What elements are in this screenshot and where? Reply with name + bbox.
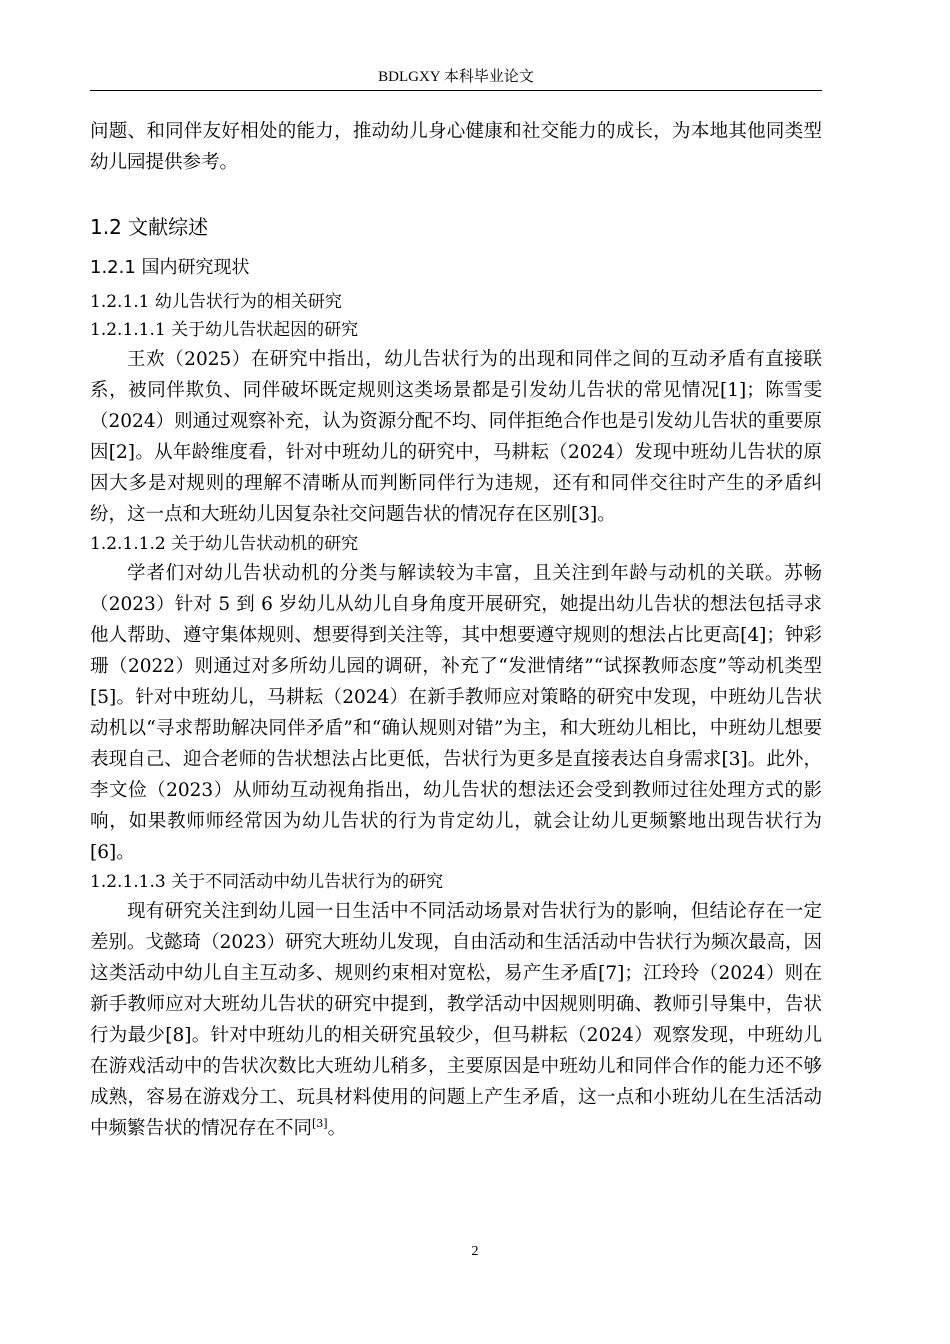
- page-number: 2: [471, 1244, 479, 1259]
- intro-paragraph: 问题、和同伴友好相处的能力，推动幼儿身心健康和社交能力的成长，为本地其他同类型幼儿园提供参考。: [90, 121, 822, 173]
- topic-heading-causes: 1.2.1.1.1 关于幼儿告状起因的研究: [90, 320, 359, 340]
- header-rule: [90, 90, 822, 91]
- subsection-heading: 1.2.1 国内研究现状: [90, 257, 250, 278]
- running-header: BDLGXY 本科毕业论文: [378, 69, 534, 85]
- citation-superscript: [3]: [312, 1116, 328, 1130]
- topic-paragraph-activities-text: 现有研究关注到幼儿园一日生活中不同活动场景对告状行为的影响，但结论存在一定差别。戈懿琦（2023）研究大班幼儿发现，自由活动和生活活动中告状行为频次最高，因这类活动中幼儿自主互动多、规则约束相对宽松，易产生矛盾[7]；江玲玲（2024）则在新手教师应对大班幼儿告状的研究中提到，教学活动中因规则明确、教师引导集中，告状行为最少[8]。针对中班幼儿的相关研究虽较少，但马耕耘（2024）观察发现，中班幼儿在游戏活动中的告状次数比大班幼儿稍多，主要原因是中班幼儿和同伴合作的能力还不够成熟，容易在游戏分工、玩具材料使用的问题上产生矛盾，这一点和小班幼儿在生活活动中频繁告状的情况存在不同: [90, 901, 822, 1139]
- page-content: [90, 116, 822, 1144]
- paragraph-end-punctuation: 。: [327, 1118, 347, 1139]
- topic-heading-motives: 1.2.1.1.2 关于幼儿告状动机的研究: [90, 534, 359, 554]
- topic-heading-activities: 1.2.1.1.3 关于不同活动中幼儿告状行为的研究: [90, 872, 444, 892]
- topic-paragraph-causes: 王欢（2025）在研究中指出，幼儿告状行为的出现和同伴之间的互动矛盾有直接联系，被同伴欺负、同伴破坏既定规则这类场景都是引发幼儿告状的常见情况[1]；陈雪雯（2024）则通过观察补充，认为资源分配不均、同伴拒绝合作也是引发幼儿告状的重要原因[2]。从年龄维度看，针对中班幼儿的研究中，马耕耘（2024）发现中班幼儿告状的原因大多是对规则的理解不清晰从而判断同伴行为违规，还有和同伴交往时产生的矛盾纠纷，这一点和大班幼儿因复杂社交问题告状的情况存在区别[3]。: [90, 349, 822, 525]
- section-heading: 1.2 文献综述: [90, 215, 209, 239]
- topic-paragraph-motives: 学者们对幼儿告状动机的分类与解读较为丰富，且关注到年龄与动机的关联。苏畅（2023）针对 5 到 6 岁幼儿从幼儿自身角度开展研究，她提出幼儿告状的想法包括寻求他人帮助、遵守集体规则、想要得到关注等，其中想要遵守规则的想法占比更高[4]；钟彩珊（2022）则通过对多所幼儿园的调研，补充了“发泄情绪”“试探教师态度”等动机类型[5]。针对中班幼儿，马耕耘（2024）在新手教师应对策略的研究中发现，中班幼儿告状动机以“寻求帮助解决同伴矛盾”和“确认规则对错”为主，和大班幼儿相比，中班幼儿想要表现自己、迎合老师的告状想法占比更低，告状行为更多是直接表达自身需求[3]。此外，李文俭（2023）从师幼互动视角指出，幼儿告状的想法还会受到教师过往处理方式的影响，如果教师师经常因为幼儿告状的行为肯定幼儿，就会让幼儿更频繁地出现告状行为[6]。: [90, 563, 822, 863]
- topic-paragraph-activities: [90, 896, 822, 1144]
- subsubsection-heading: 1.2.1.1 幼儿告状行为的相关研究: [90, 292, 342, 312]
